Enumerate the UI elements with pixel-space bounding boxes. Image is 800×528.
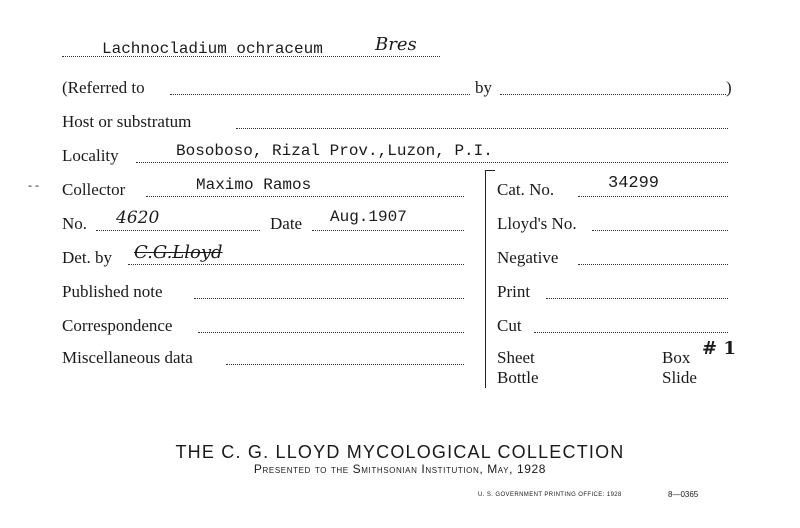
no-label: No.	[62, 214, 88, 233]
locality-label: Locality	[62, 146, 119, 165]
det-by-label: Det. by	[62, 248, 113, 267]
species-author: Bres	[375, 34, 417, 55]
date-label: Date	[270, 214, 303, 233]
correspondence-label: Correspondence	[62, 316, 173, 335]
box-value: # 1	[702, 338, 736, 359]
margin-mark: - -	[28, 178, 39, 192]
det-by-value: C.G.Lloyd	[134, 242, 223, 263]
locality-line[interactable]	[136, 162, 728, 163]
bottle-label: Bottle	[497, 368, 539, 387]
locality-value: Bosoboso, Rizal Prov.,Luzon, P.I.	[176, 142, 493, 160]
no-value: 4620	[116, 208, 160, 228]
lloyds-no-line[interactable]	[592, 230, 728, 231]
date-value: Aug.1907	[330, 208, 407, 226]
sheet-label: Sheet	[497, 348, 535, 367]
lloyds-no-label: Lloyd's No.	[497, 214, 577, 233]
right-section-top	[485, 170, 495, 171]
collector-line[interactable]	[146, 196, 464, 197]
host-label: Host or substratum	[62, 112, 192, 131]
negative-line[interactable]	[578, 264, 728, 265]
det-by-line[interactable]	[128, 264, 464, 265]
print-label: Print	[497, 282, 531, 301]
cat-no-label: Cat. No.	[497, 180, 555, 199]
form-number: 8—0365	[668, 490, 699, 499]
date-line[interactable]	[312, 230, 464, 231]
right-section-border	[485, 170, 486, 388]
collector-value: Maximo Ramos	[196, 176, 312, 194]
negative-label: Negative	[497, 248, 559, 267]
published-note-label: Published note	[62, 282, 163, 301]
referred-to-label: (Referred to	[62, 78, 145, 97]
by-line[interactable]	[500, 94, 726, 95]
published-note-line[interactable]	[194, 298, 464, 299]
correspondence-line[interactable]	[198, 332, 464, 333]
slide-label: Slide	[662, 368, 697, 387]
species-name: Lachnocladium ochraceum	[102, 40, 323, 58]
cat-no-value: 34299	[608, 174, 660, 193]
referred-to-line[interactable]	[170, 94, 470, 95]
print-line[interactable]	[546, 298, 728, 299]
collector-label: Collector	[62, 180, 126, 199]
cat-no-line[interactable]	[578, 196, 728, 197]
footer-subtitle: Presented to the Smithsonian Institution, May, 1928	[253, 462, 547, 476]
printer-note: U. S. GOVERNMENT PRINTING OFFICE: 1928	[478, 492, 622, 498]
cut-label: Cut	[497, 316, 522, 335]
host-line[interactable]	[236, 128, 728, 129]
no-line[interactable]	[96, 230, 260, 231]
cut-line[interactable]	[534, 332, 728, 333]
close-paren: )	[726, 78, 732, 97]
by-label: by	[475, 78, 492, 97]
footer-title: THE C. G. LLOYD MYCOLOGICAL COLLECTION	[175, 442, 625, 462]
misc-data-label: Miscellaneous data	[62, 348, 193, 367]
misc-data-line[interactable]	[226, 364, 464, 365]
box-label: Box	[662, 348, 691, 367]
